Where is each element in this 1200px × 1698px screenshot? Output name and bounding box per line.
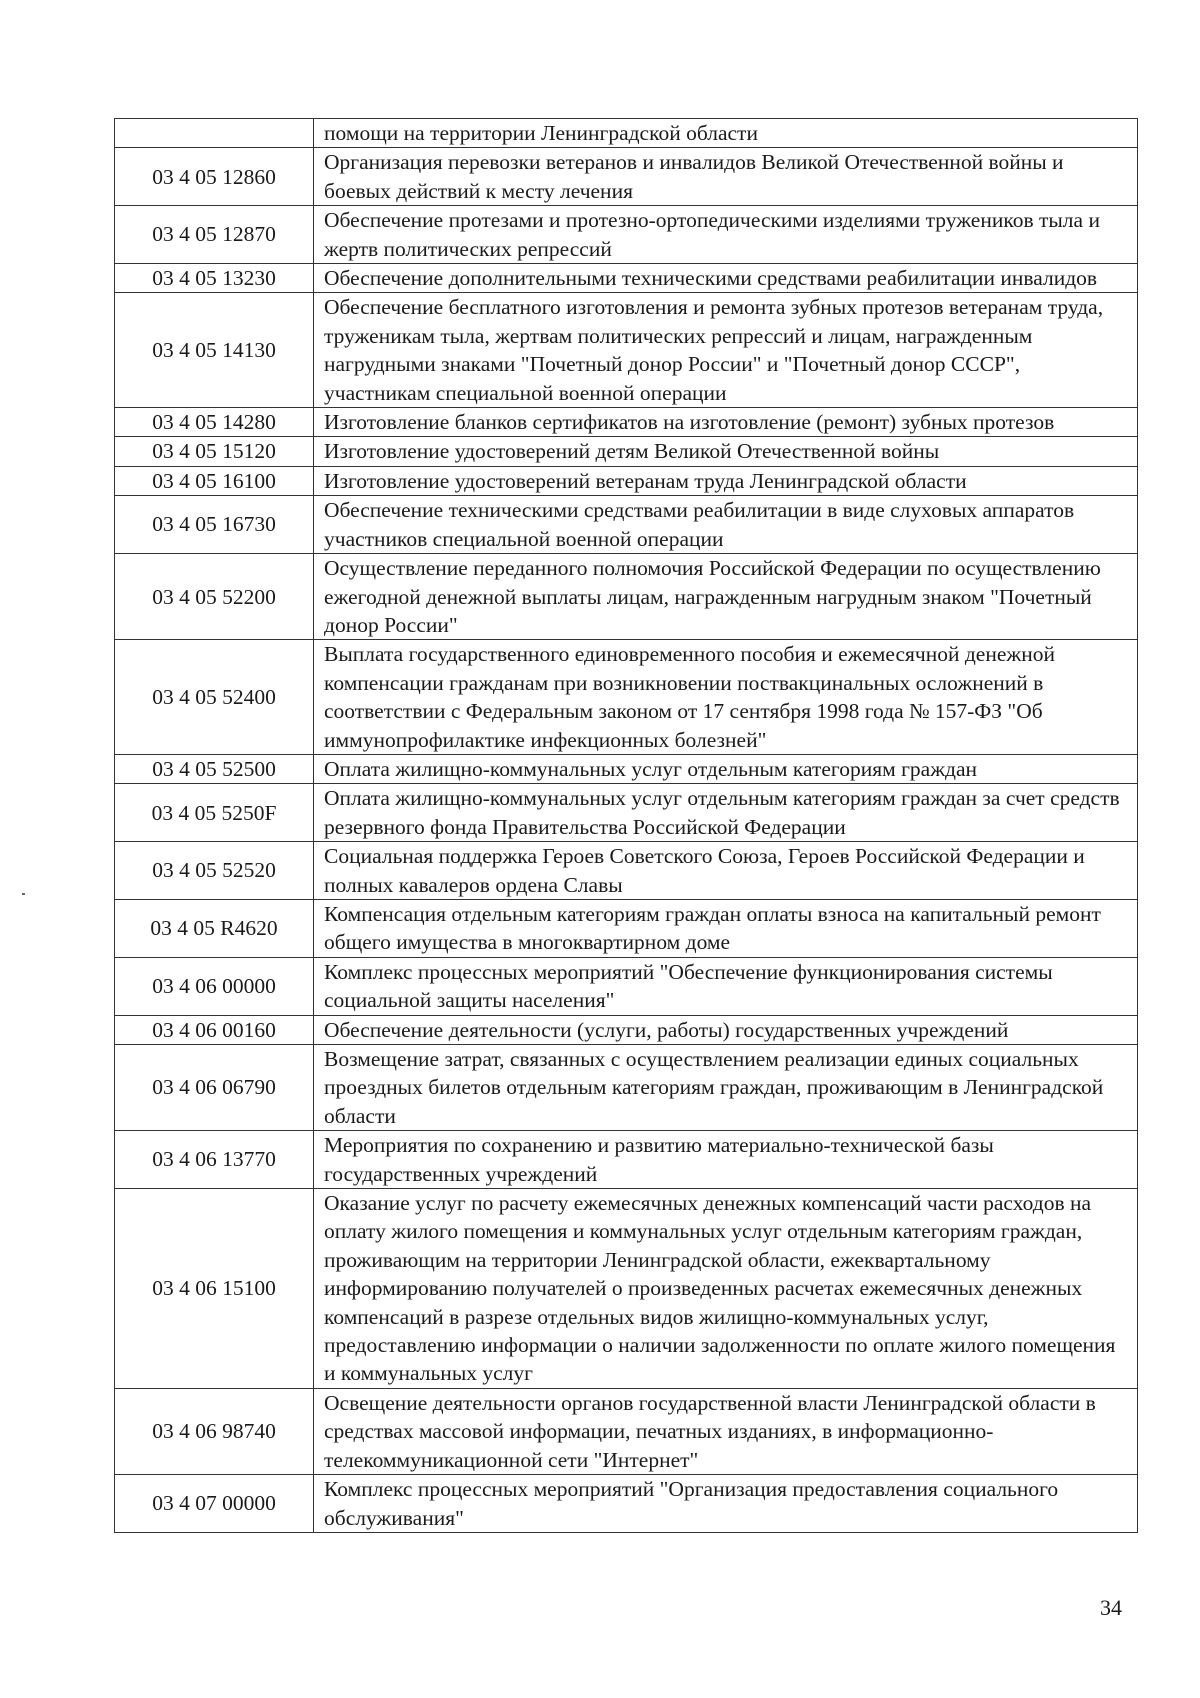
row-description: Комплекс процессных мероприятий "Организация предоставления социального обслуживания" bbox=[314, 1475, 1138, 1533]
row-description: Организация перевозки ветеранов и инвалидов Великой Отечественной войны и боевых действий к месту лечения bbox=[314, 148, 1138, 206]
row-code: 03 4 05 5250F bbox=[115, 784, 314, 842]
table-row bbox=[115, 119, 1138, 148]
table-row bbox=[115, 1131, 1138, 1189]
table-row bbox=[115, 957, 1138, 1015]
row-description: Осуществление переданного полномочия Российской Федерации по осуществлению ежегодной денежной выплаты лицам, награжденным нагрудным знаком "Почетный донор России" bbox=[314, 554, 1138, 640]
table-row bbox=[115, 784, 1138, 842]
table-row bbox=[115, 554, 1138, 640]
row-code: 03 4 05 52200 bbox=[115, 554, 314, 640]
row-code: 03 4 05 52400 bbox=[115, 640, 314, 755]
row-code: 03 4 06 98740 bbox=[115, 1388, 314, 1474]
table-row bbox=[115, 640, 1138, 755]
row-description: Изготовление бланков сертификатов на изготовление (ремонт) зубных протезов bbox=[314, 408, 1138, 437]
table-row bbox=[115, 437, 1138, 466]
row-description: Обеспечение дополнительными техническими средствами реабилитации инвалидов bbox=[314, 264, 1138, 293]
table-row bbox=[115, 899, 1138, 957]
row-description: Обеспечение деятельности (услуги, работы) государственных учреждений bbox=[314, 1015, 1138, 1044]
table-row bbox=[115, 148, 1138, 206]
table-row bbox=[115, 842, 1138, 900]
row-description: помощи на территории Ленинградской области bbox=[314, 119, 1138, 148]
table-row bbox=[115, 293, 1138, 408]
row-code: 03 4 05 16100 bbox=[115, 466, 314, 495]
row-code: 03 4 06 13770 bbox=[115, 1131, 314, 1189]
row-code: 03 4 05 R4620 bbox=[115, 899, 314, 957]
row-description: Изготовление удостоверений детям Великой Отечественной войны bbox=[314, 437, 1138, 466]
page-number: 34 bbox=[1100, 1595, 1122, 1620]
row-description: Социальная поддержка Героев Советского Союза, Героев Российской Федерации и полных кавалеров ордена Славы bbox=[314, 842, 1138, 900]
table-row bbox=[115, 1475, 1138, 1533]
row-description: Оказание услуг по расчету ежемесячных денежных компенсаций части расходов на оплату жилого помещения и коммунальных услуг отдельным категориям граждан, проживающим на территории Ленинградской области, ежеквартальному информированию получателей о произведенных расчетах ежемесячных денежных компенсаций в разрезе отдельных видов жилищно-коммунальных услуг, предоставлению информации о наличии задолженности по оплате жилого помещения и коммунальных услуг bbox=[314, 1189, 1138, 1389]
row-description: Освещение деятельности органов государственной власти Ленинградской области в средствах массовой информации, печатных изданиях, в информационно-телекоммуникационной сети "Интернет" bbox=[314, 1388, 1138, 1474]
row-code: 03 4 06 06790 bbox=[115, 1045, 314, 1131]
row-code: 03 4 05 13230 bbox=[115, 264, 314, 293]
budget-codes-table bbox=[114, 118, 1138, 1533]
table-row bbox=[115, 1189, 1138, 1389]
row-description: Мероприятия по сохранению и развитию материально-технической базы государственных учреждений bbox=[314, 1131, 1138, 1189]
row-description: Обеспечение бесплатного изготовления и ремонта зубных протезов ветеранам труда, труженикам тыла, жертвам политических репрессий и лицам, награжденным нагрудными знаками "Почетный донор России" и "Почетный донор СССР", участникам специальной военной операции bbox=[314, 293, 1138, 408]
row-description: Обеспечение протезами и протезно-ортопедическими изделиями тружеников тыла и жертв политических репрессий bbox=[314, 206, 1138, 264]
row-code: 03 4 05 14280 bbox=[115, 408, 314, 437]
row-code: 03 4 06 00160 bbox=[115, 1015, 314, 1044]
row-code: 03 4 05 14130 bbox=[115, 293, 314, 408]
row-code: 03 4 07 00000 bbox=[115, 1475, 314, 1533]
table-row bbox=[115, 408, 1138, 437]
row-code bbox=[115, 119, 314, 148]
table-row bbox=[115, 496, 1138, 554]
table-row bbox=[115, 1015, 1138, 1044]
row-description: Изготовление удостоверений ветеранам труда Ленинградской области bbox=[314, 466, 1138, 495]
row-description: Обеспечение техническими средствами реабилитации в виде слуховых аппаратов участников специальной военной операции bbox=[314, 496, 1138, 554]
table-row bbox=[115, 1388, 1138, 1474]
table-body bbox=[115, 119, 1138, 1533]
row-description: Оплата жилищно-коммунальных услуг отдельным категориям граждан bbox=[314, 754, 1138, 783]
row-code: 03 4 05 15120 bbox=[115, 437, 314, 466]
row-code: 03 4 05 52520 bbox=[115, 842, 314, 900]
row-code: 03 4 05 12870 bbox=[115, 206, 314, 264]
row-description: Возмещение затрат, связанных с осуществлением реализации единых социальных проездных билетов отдельным категориям граждан, проживающим в Ленинградской области bbox=[314, 1045, 1138, 1131]
table-row bbox=[115, 754, 1138, 783]
table-row bbox=[115, 206, 1138, 264]
table-row bbox=[115, 264, 1138, 293]
row-description: Компенсация отдельным категориям граждан оплаты взноса на капитальный ремонт общего имущества в многоквартирном доме bbox=[314, 899, 1138, 957]
scan-edge-mark bbox=[22, 893, 25, 895]
table-row bbox=[115, 466, 1138, 495]
row-description: Оплата жилищно-коммунальных услуг отдельным категориям граждан за счет средств резервного фонда Правительства Российской Федерации bbox=[314, 784, 1138, 842]
row-code: 03 4 05 12860 bbox=[115, 148, 314, 206]
row-code: 03 4 05 52500 bbox=[115, 754, 314, 783]
table-row bbox=[115, 1045, 1138, 1131]
row-description: Комплекс процессных мероприятий "Обеспечение функционирования системы социальной защиты населения" bbox=[314, 957, 1138, 1015]
row-code: 03 4 05 16730 bbox=[115, 496, 314, 554]
row-code: 03 4 06 00000 bbox=[115, 957, 314, 1015]
row-code: 03 4 06 15100 bbox=[115, 1189, 314, 1389]
row-description: Выплата государственного единовременного пособия и ежемесячной денежной компенсации гражданам при возникновении поствакцинальных осложнений в соответствии с Федеральным законом от 17 сентября 1998 года № 157-ФЗ "Об иммунопрофилактике инфекционных болезней" bbox=[314, 640, 1138, 755]
